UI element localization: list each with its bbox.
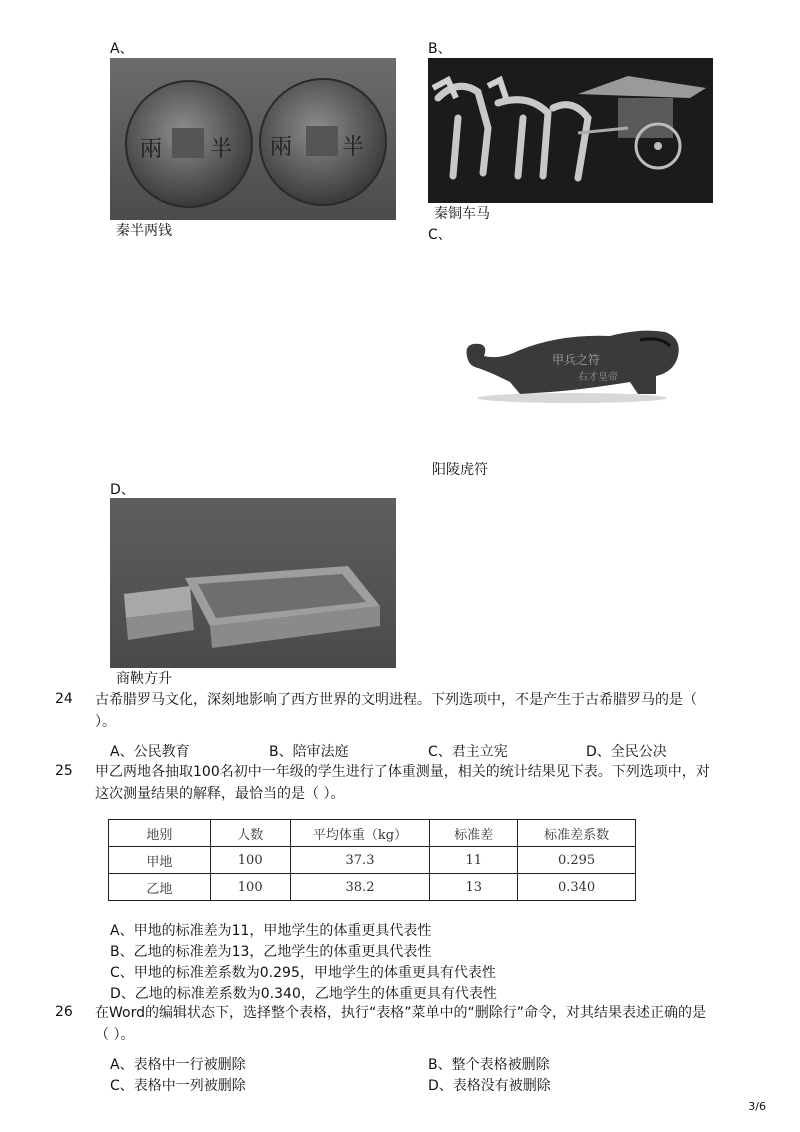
q26-option-a[interactable]: A、表格中一行被删除 xyxy=(110,1057,246,1073)
image-d-caption: 商鞅方升 xyxy=(116,671,172,687)
table-row xyxy=(109,847,636,874)
q24-option-b[interactable]: B、陪审法庭 xyxy=(269,744,349,760)
tiger-tally-photo xyxy=(460,320,685,405)
cell-region: 乙地 xyxy=(109,874,211,901)
svg-text:半: 半 xyxy=(210,137,233,162)
q26-option-c[interactable]: C、表格中一列被删除 xyxy=(110,1078,246,1094)
q25-option-a[interactable]: A、甲地的标准差为11，甲地学生的体重更具代表性 xyxy=(110,923,432,939)
image-c-caption: 阳陵虎符 xyxy=(432,462,488,478)
image-d-letter: D、 xyxy=(110,482,135,498)
svg-text:右才皇帝: 右才皇帝 xyxy=(578,372,618,383)
q25-option-d[interactable]: D、乙地的标准差系数为0.340，乙地学生的体重更具有代表性 xyxy=(110,986,497,1002)
svg-text:兩: 兩 xyxy=(270,135,293,160)
image-b-caption: 秦铜车马 xyxy=(434,206,490,222)
cell-std-dev: 13 xyxy=(430,874,518,901)
square-measure-photo xyxy=(110,498,396,668)
q25-option-b[interactable]: B、乙地的标准差为13，乙地学生的体重更具代表性 xyxy=(110,944,432,960)
question-26-number: 26 xyxy=(55,1004,73,1020)
page-number: 3/6 xyxy=(748,1100,766,1113)
cell-avg-weight: 37.3 xyxy=(290,847,430,874)
question-25-number: 25 xyxy=(55,763,73,779)
image-a-caption: 秦半两钱 xyxy=(116,223,172,239)
header-avg-weight: 平均体重（kg） xyxy=(290,820,430,847)
header-cv: 标准差系数 xyxy=(518,820,636,847)
cell-count: 100 xyxy=(210,847,290,874)
cell-region: 甲地 xyxy=(109,847,211,874)
table-row xyxy=(109,874,636,901)
coins-photo xyxy=(110,58,396,220)
q24-option-d[interactable]: D、全民公决 xyxy=(586,744,667,760)
svg-text:兩: 兩 xyxy=(140,137,163,162)
q25-option-c[interactable]: C、甲地的标准差系数为0.295，甲地学生的体重更具有代表性 xyxy=(110,965,496,981)
bronze-chariot-photo xyxy=(428,58,713,203)
svg-text:甲兵之符: 甲兵之符 xyxy=(552,353,601,367)
svg-text:半: 半 xyxy=(342,135,365,160)
cell-avg-weight: 38.2 xyxy=(290,874,430,901)
table-header-row xyxy=(109,820,636,847)
question-25-text: 甲乙两地各抽取100名初中一年级的学生进行了体重测量，相关的统计结果见下表。下列选项中，对这次测量结果的解释，最恰当的是（ ）。 xyxy=(95,764,710,802)
cell-count: 100 xyxy=(210,874,290,901)
image-a-letter: A、 xyxy=(110,41,134,57)
cell-cv: 0.295 xyxy=(518,847,636,874)
image-b-letter: B、 xyxy=(428,41,452,57)
header-count: 人数 xyxy=(210,820,290,847)
image-c-letter: C、 xyxy=(428,227,452,243)
q24-option-a[interactable]: A、公民教育 xyxy=(110,744,190,760)
cell-cv: 0.340 xyxy=(518,874,636,901)
q26-option-b[interactable]: B、整个表格被删除 xyxy=(428,1057,550,1073)
cell-std-dev: 11 xyxy=(430,847,518,874)
header-region: 地别 xyxy=(109,820,211,847)
q24-option-c[interactable]: C、君主立宪 xyxy=(428,744,508,760)
q26-option-d[interactable]: D、表格没有被删除 xyxy=(428,1078,551,1094)
header-std-dev: 标准差 xyxy=(430,820,518,847)
question-26-text: 在Word的编辑状态下，选择整个表格，执行“表格”菜单中的“删除行”命令，对其结果表述正确的是（ ）。 xyxy=(95,1005,706,1043)
question-24-number: 24 xyxy=(55,691,73,707)
question-24-text: 古希腊罗马文化，深刻地影响了西方世界的文明进程。下列选项中，不是产生于古希腊罗马的是（ ）。 xyxy=(95,692,697,730)
weight-stats-table xyxy=(108,819,636,901)
